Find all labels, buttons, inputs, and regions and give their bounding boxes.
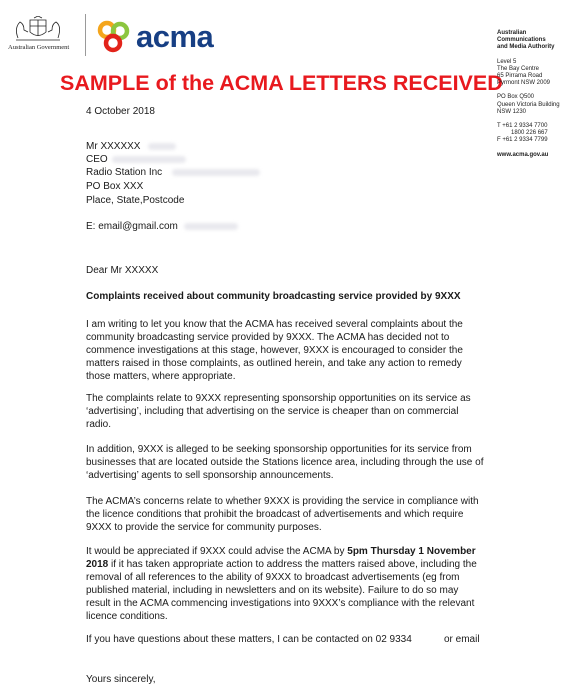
phone-line: F +61 2 9334 7799 bbox=[497, 137, 548, 144]
phone-line: T +61 2 9334 7700 bbox=[497, 123, 548, 130]
contact-text: If you have questions about these matters, I can be contacted on 02 9334 bbox=[86, 634, 412, 645]
address-line: Level 5 bbox=[497, 58, 517, 65]
paragraph-line: removal of all references to the ability of 9XXX to broadcast advertisements (eg from bbox=[86, 572, 460, 583]
paragraph-line: matters raised in those complaints, as outlined herein, and take any action to remedy bbox=[86, 358, 462, 369]
recipient-email: E: email@gmail.com bbox=[86, 221, 178, 232]
acma-logo-icon bbox=[94, 20, 136, 54]
logo-divider bbox=[85, 14, 86, 56]
paragraph-4 bbox=[86, 495, 494, 534]
sample-banner: SAMPLE of the ACMA LETTERS RECEIVED bbox=[60, 71, 503, 95]
paragraph-line: those matters, where appropriate. bbox=[86, 371, 236, 382]
recipient-place: Place, State,Postcode bbox=[86, 195, 185, 206]
paragraph-line: The complaints relate to 9XXX representing sponsorship opportunities on its service as bbox=[86, 393, 471, 404]
paragraph-line: 9XXX to provide the service for community purposes. bbox=[86, 522, 322, 533]
paragraph-line: commence investigations at this stage, however, 9XXX is encouraged to consider the bbox=[86, 345, 463, 356]
recipient-po-box: PO Box XXX bbox=[86, 181, 144, 192]
address-line: The Bay Centre bbox=[497, 65, 540, 72]
phone-line: 1800 226 667 bbox=[511, 130, 548, 137]
po-box-line: PO Box Q500 bbox=[497, 94, 535, 101]
paragraph-line: published material, including in newsletters and on its website). Failure to do so may bbox=[86, 585, 459, 596]
recipient-organisation: Radio Station Inc bbox=[86, 167, 163, 178]
address-line: 65 Pirrama Road bbox=[497, 73, 543, 80]
paragraph-1 bbox=[86, 318, 494, 383]
po-box-line: Queen Victoria Building bbox=[497, 101, 560, 108]
letter-subject: Complaints received about community broadcasting service provided by 9XXX bbox=[86, 291, 461, 302]
recipient-title: CEO bbox=[86, 154, 108, 165]
org-name-line: Communications bbox=[497, 37, 546, 44]
paragraph-line: radio. bbox=[86, 419, 112, 430]
paragraph-line: ‘advertising’ agents to sell sponsorship announcements. bbox=[86, 470, 334, 481]
paragraph-line: The ACMA’s concerns relate to whether 9XXX is providing the service in compliance with bbox=[86, 496, 479, 507]
paragraph-line: ‘advertising’, including that advertising on the service is cheaper than on commercial bbox=[86, 406, 459, 417]
redacted-text bbox=[148, 143, 176, 150]
acma-address-block bbox=[497, 30, 579, 159]
paragraph-2 bbox=[86, 392, 494, 431]
redacted-text bbox=[184, 223, 238, 230]
org-name-line: and Media Authority bbox=[497, 44, 555, 51]
paragraph-3 bbox=[86, 443, 494, 482]
contact-text-email: or email bbox=[444, 634, 480, 645]
recipient-name: Mr XXXXXX bbox=[86, 141, 141, 152]
paragraph-line: result in the ACMA commencing investigations into 9XXX’s compliance with the relevant bbox=[86, 598, 475, 609]
redacted-text bbox=[112, 156, 186, 163]
paragraph-text: if it has taken appropriate action to address the matters raised above, including the bbox=[108, 559, 477, 570]
deadline-text: 5pm Thursday 1 November bbox=[347, 546, 476, 557]
paragraph-line: licence conditions. bbox=[86, 611, 168, 622]
australian-government-label: Australian Government bbox=[8, 44, 70, 51]
acma-wordmark: acma bbox=[136, 19, 214, 54]
website-line: www.acma.gov.au bbox=[497, 151, 549, 158]
letter-date: 4 October 2018 bbox=[86, 106, 155, 117]
org-name-line: Australian bbox=[497, 30, 527, 36]
paragraph-line: In addition, 9XXX is alleged to be seeking sponsorship opportunities for its service from bbox=[86, 444, 472, 455]
po-box-line: NSW 1230 bbox=[497, 108, 527, 115]
salutation: Dear Mr XXXXX bbox=[86, 265, 159, 276]
coat-of-arms-icon bbox=[10, 16, 66, 42]
deadline-year: 2018 bbox=[86, 559, 109, 570]
paragraph-line: I am writing to let you know that the ACMA has received several complaints about the bbox=[86, 319, 463, 330]
paragraph-line: community broadcasting service provided by 9XXX. The ACMA has decided not to bbox=[86, 332, 450, 343]
paragraph-text: It would be appreciated if 9XXX could advise the ACMA by bbox=[86, 546, 348, 557]
paragraph-5 bbox=[86, 545, 494, 623]
address-line: Pyrmont NSW 2009 bbox=[497, 80, 551, 87]
signoff: Yours sincerely, bbox=[86, 674, 156, 685]
paragraph-line: the licence conditions that prohibit the broadcast of advertisements and which require bbox=[86, 509, 464, 520]
paragraph-line: businesses that are located outside the Stations licence area, including through the use of bbox=[86, 457, 484, 468]
redacted-text bbox=[172, 169, 260, 176]
